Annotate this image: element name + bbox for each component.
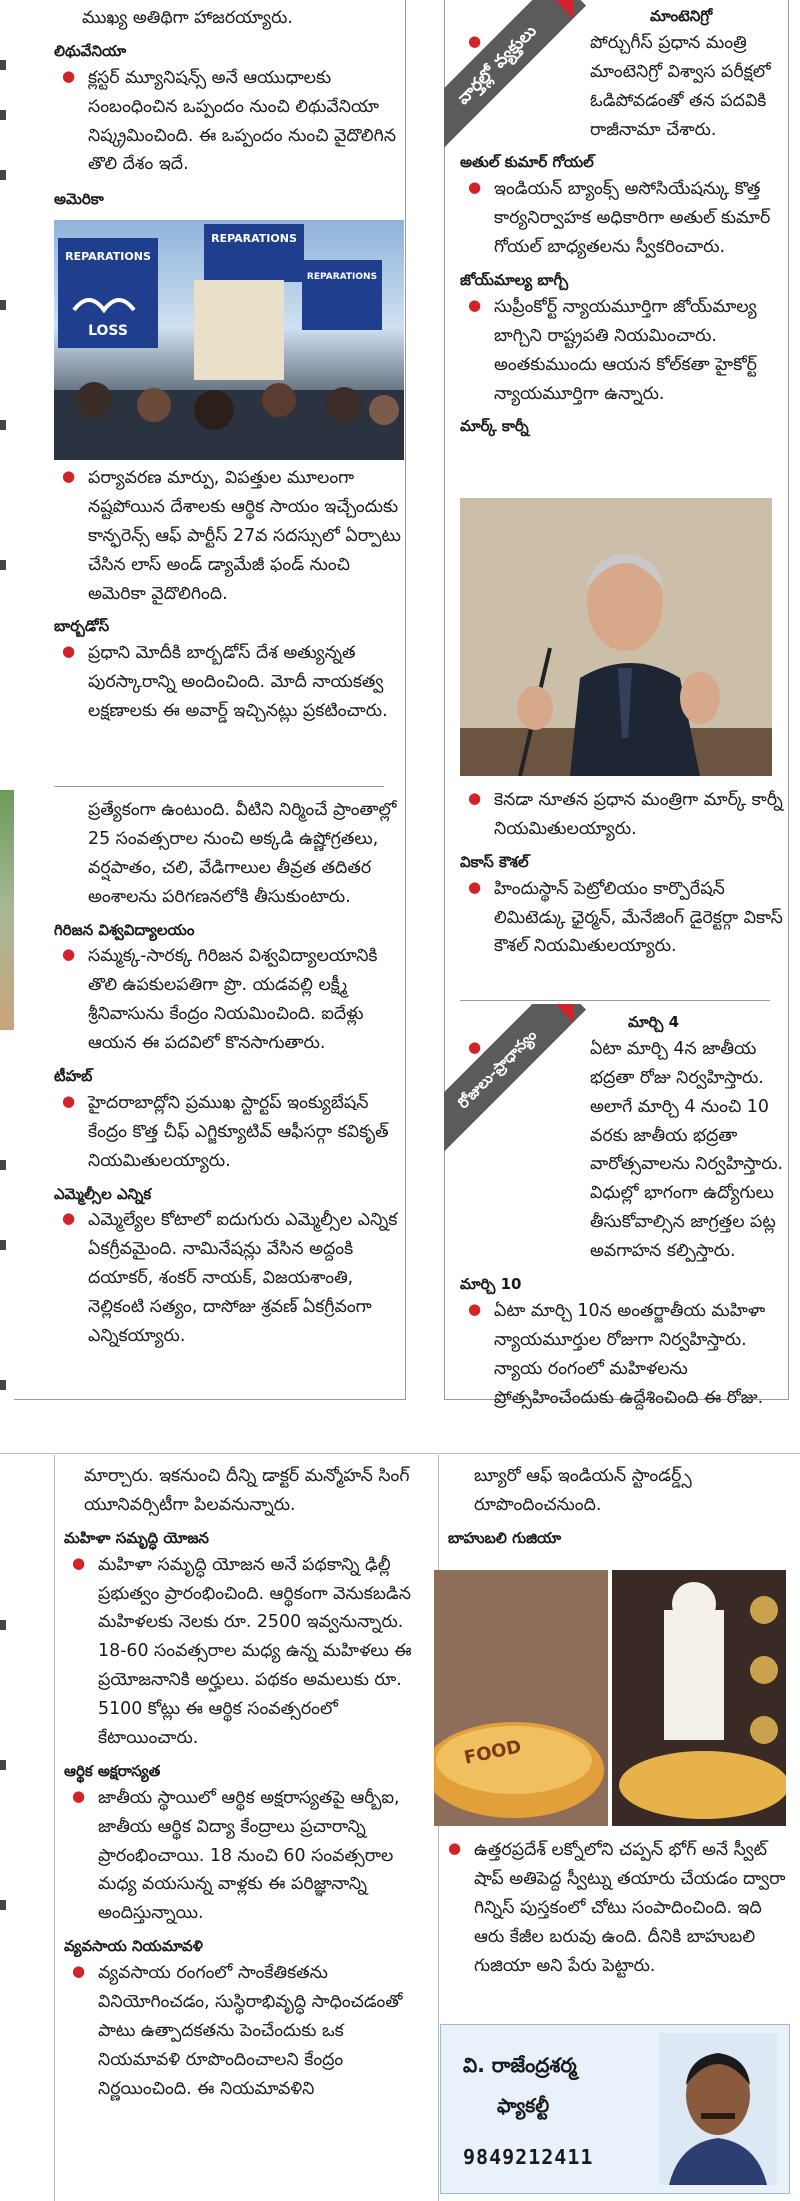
gujiya-text: ● ఉత్తరప్రదేశ్ లక్నోలోని చప్పన్ భోగ్ అనే స్వీట్ షాప్ అతిపెద్ద స్వీట్ను తయారు చేయడం ద్వారా గిన్నిస్ పుస్తకంలో చోటు సంపాదించింది. ఇది ఆరు కేజీల బరువు ఉంది. దీనికి బాహుబలి గుజియా అని పేరు పెట్టారు. (440, 1836, 790, 1980)
campus-paragraph: ప్రత్యేకంగా ఉంటుంది. వీటిని నిర్మించే ప్రాంతాల్లో 25 సంవత్సరాల నుంచి అక్కడి ఉష్ణోగ్రతలు, వర్షపాతం, చలి, వేడిగాలుల తీవ్రత తదితర అంశాలను పరిగణనలోకి తీసుకుంటారు. (88, 800, 397, 907)
lithuania-heading: లిథువేనియా (54, 41, 127, 60)
days-importance-label: రోజులు-ప్రాధాన్యం (444, 1004, 586, 1154)
joymalya-heading: జోయ్‌మాల్య బాగ్చీ (460, 271, 569, 290)
mark-carney-photo (460, 498, 772, 776)
sign-reparations-2: REPARATIONS (211, 232, 297, 245)
faculty-name: వి. రాజేంద్రశర్మ (463, 2053, 577, 2077)
literacy-text: ● జాతీయ స్థాయిలో ఆర్థిక అక్షరాస్యతపై ఆర్బీఐ, జాతీయ ఆర్థిక విద్యా కేంద్రాలు ప్రచారాన్ని ప్రారంభించాయి. 18 నుంచి 60 సంవత్సరాల మధ్య వయసున్న వాళ్లకు ఈ పరిజ్ఞానాన్ని అందిస్తున్నాయి. (64, 1784, 430, 1928)
tribal-university-heading: గిరిజన విశ్వవిద్యాలయం (54, 920, 195, 939)
sign-reparations-3: REPARATIONS (306, 272, 378, 282)
faculty-card (440, 2024, 790, 2194)
montenegro-text: ● పోర్చుగీస్ ప్రధాన మంత్రి మాంటెనిగ్రో విశ్వాస పరీక్షలో ఓడిపోవడంతో తన పదవికి రాజీనామా చేశారు. (460, 29, 786, 145)
bottom-column-rule-left (54, 1455, 55, 2201)
reparations-protest-photo (54, 220, 404, 460)
column-6 (440, 1462, 790, 1551)
intro-text: ముఖ్య అతిథిగా హాజరయ్యారు. (82, 8, 293, 28)
faculty-avatar (659, 2033, 777, 2185)
march4-heading: మార్చి 4 (628, 1013, 680, 1031)
carney-heading: మార్క్ కార్నీ (460, 417, 529, 436)
column-6-lower (440, 1836, 790, 1980)
atul-text: ● ఇండియన్ బ్యాంక్స్ అసోసియేషన్కు కొత్త కార్యనిర్వాహక అధికారిగా అతుల్ కుమార్ గోయల్ బాధ్యతలను స్వీకరించారు. (460, 175, 786, 262)
mahila-text: ● మహిళా సమృద్ధి యోజన అనే పథకాన్ని ఢిల్లీ ప్రభుత్వం ప్రారంభించింది. ఆర్థికంగా వెనుకబడిన మహిళలకు నెలకు రూ. 2500 ఇవ్వనున్నారు. 18-60 సంవత్సరాల మధ్య ఉన్న మహిళలు ఈ ప్రయోజనానికి అర్హులు. పథకం అమలుకు రూ. 5100 కోట్లు ఈ ఆర్థిక సంవత్సరంలో కేటాయించారు. (64, 1551, 430, 1753)
gujiya-heading: బాహుబలి గుజియా (448, 1528, 562, 1547)
barbados-heading: బార్బడోస్ (54, 617, 110, 636)
america-heading: అమెరికా (54, 190, 104, 209)
carney-text: ● కెనడా నూతన ప్రధాన మంత్రిగా మార్క్ కార్నీ నియమితులయ్యారు. (460, 786, 786, 844)
march4-text: ● ఏటా మార్చి 4న జాతీయ భద్రతా రోజు నిర్వహిస్తారు. అలాగే మార్చి 4 నుంచి 10 వరకు జాతీయ భద్రతా వారోత్సవాలను నిర్వహిస్తారు. విధుల్లో భాగంగా ఉద్యోగులు తీసుకోవాల్సిన జాగ్రత్తల పట్ల అవగాహన కల్పిస్తారు. (460, 1035, 786, 1266)
tribal-university-text: ● సమ్మక్క-సారక్క గిరిజన విశ్వవిద్యాలయానికి తొలి ఉపకులపతిగా ప్రొ. యడవల్లి లక్ష్మీ శ్రీనివాసును కేంద్రం నియమించింది. ఐదేళ్లు ఆయన ఈ పదవిలో కొనసాగుతారు. (54, 942, 404, 1058)
sign-reparations-1: REPARATIONS (65, 250, 151, 263)
gujiya-illustration (434, 1570, 786, 1826)
gujiya-photo-label: FOOD (462, 1736, 524, 1769)
column-2 (460, 4, 786, 439)
column-2-lower (460, 786, 786, 961)
mahila-heading: మహిళా సమృద్ధి యోజన (64, 1528, 209, 1547)
barbados-text: ● ప్రధాని మోదీకి బార్బడోస్ దేశ అత్యున్నత పురస్కారాన్ని అందించింది. మోదీ నాయకత్వ లక్షణాలకు ఈ అవార్డ్ ఇచ్చినట్లు ప్రకటించారు. (54, 639, 404, 726)
column-1-lower (54, 464, 404, 726)
agri-heading: వ్యవసాయ నియమావళి (64, 1937, 203, 1956)
lithuania-text: ● క్లస్టర్ మ్యూనిషన్స్ అనే ఆయుధాలకు సంబంధించిన ఒప్పందం నుంచి లిథువేనియా నిష్క్రమించింది. ఈ ఒప్పందం నుంచి వైదొలిగిన తొలి దేశం ఇదే. (54, 64, 404, 180)
bis-paragraph: బ్యూరో ఆఫ్ ఇండియన్ స్టాండర్డ్స్ రూపొందించనుంది. (474, 1466, 692, 1515)
bottom-column-rule-right (438, 1455, 439, 2201)
vikas-text: ● హిందుస్థాన్ పెట్రోలియం కార్పొరేషన్ లిమిటెడ్కు ఛైర్మన్, మేనేజింగ్ డైరెక్టర్గా వికాస్ కౌశల్ నియమితులయ్యారు. (460, 875, 786, 962)
left-edge-photo-fragment (0, 790, 14, 1030)
atul-heading: అతుల్ కుమార్ గోయల్ (460, 153, 594, 172)
march10-text: ● ఏటా మార్చి 10న అంతర్జాతీయ మహిళా న్యాయమూర్తుల రోజుగా నిర్వహిస్తారు. న్యాయ రంగంలో మహిళలను ప్రోత్సహించేందుకు ఉద్దేశించింది ఈ రోజు. (460, 1297, 786, 1413)
faculty-phone: 9849212411 (463, 2145, 594, 2169)
thub-text: ● హైదరాబాద్లోని ప్రముఖ స్టార్టప్ ఇంక్యుబేషన్ కేంద్రం కొత్త చీఫ్ ఎగ్జిక్యూటివ్ ఆఫీసర్గా కవికృత్ నియమితులయ్యారు. (54, 1089, 404, 1176)
column-3 (54, 796, 404, 1351)
literacy-heading: ఆర్థిక అక్షరాస్యత (64, 1761, 161, 1780)
agri-text: ● వ్యవసాయ రంగంలో సాంకేతికతను వినియోగించడం, సుస్థిరాభివృద్ధి సాధించడంతో పాటు ఉత్పాదకతను పెంచేందుకు ఒక నియమావళి రూపొందించాలని కేంద్రం నిర్ణయించింది. ఈ నియమావళిని (64, 1959, 430, 2103)
montenegro-heading: మాంటెనిగ్రో (650, 7, 713, 25)
column-1 (54, 4, 404, 212)
column-4 (460, 1010, 786, 1412)
america-text: ● పర్యావరణ మార్పు, విపత్తుల మూలంగా నష్టపోయిన దేశాలకు ఆర్థిక సాయం ఇచ్చేందుకు కాన్ఫరెన్స్ ఆఫ్ పార్టీస్ 27వ సదస్సులో ఏర్పాటు చేసిన లాస్ అండ్ డ్యామేజీ ఫండ్ నుంచి అమెరికా వైదొలిగింది. (54, 464, 404, 608)
mlc-text: ● ఎమ్మెల్యేల కోటాలో ఐదుగురు ఎమ్మెల్సీల ఎన్నిక ఏకగ్రీవమైంది. నామినేషన్లు వేసిన అద్దంకి దయాకర్, శంకర్ నాయక్, విజయశాంతి, నెల్లికంటి సత్యం, దాసోజు శ్రవణ్ ఏకగ్రీవంగా ఎన్నికయ్యారు. (54, 1206, 404, 1350)
speaker-illustration (460, 498, 772, 776)
col1-col3-divider (54, 786, 384, 787)
section-divider (0, 1453, 800, 1454)
column-5 (64, 1462, 430, 2104)
university-paragraph: మార్చారు. ఇకనుంచి దీన్ని డాక్టర్ మన్మోహన్ సింగ్ యూనివర్సిటీగా పిలవనున్నారు. (84, 1466, 410, 1515)
sign-loss: LOSS (88, 323, 128, 339)
march10-heading: మార్చి 10 (460, 1275, 522, 1294)
faculty-role: ఫ్యాకల్టీ (497, 2095, 550, 2117)
thub-heading: టీహబ్ (54, 1067, 93, 1086)
people-in-news-label: వార్తల్లో వ్యక్తులు (444, 0, 586, 150)
bahubali-gujiya-photo (434, 1570, 786, 1826)
col2-col4-divider (460, 1000, 770, 1001)
mlc-heading: ఎమ్మెల్సీల ఎన్నిక (54, 1184, 152, 1203)
vikas-heading: వికాస్ కౌశల్ (460, 852, 529, 871)
joymalya-text: ● సుప్రీంకోర్ట్ న్యాయమూర్తిగా జోయ్‌మాల్య బాగ్చిని రాష్ట్రపతి నియమించారు. అంతకుముందు ఆయన కోల్‌కతా హైకోర్ట్ న్యాయమూర్తిగా ఉన్నారు. (460, 293, 786, 409)
faculty-portrait (659, 2033, 777, 2185)
